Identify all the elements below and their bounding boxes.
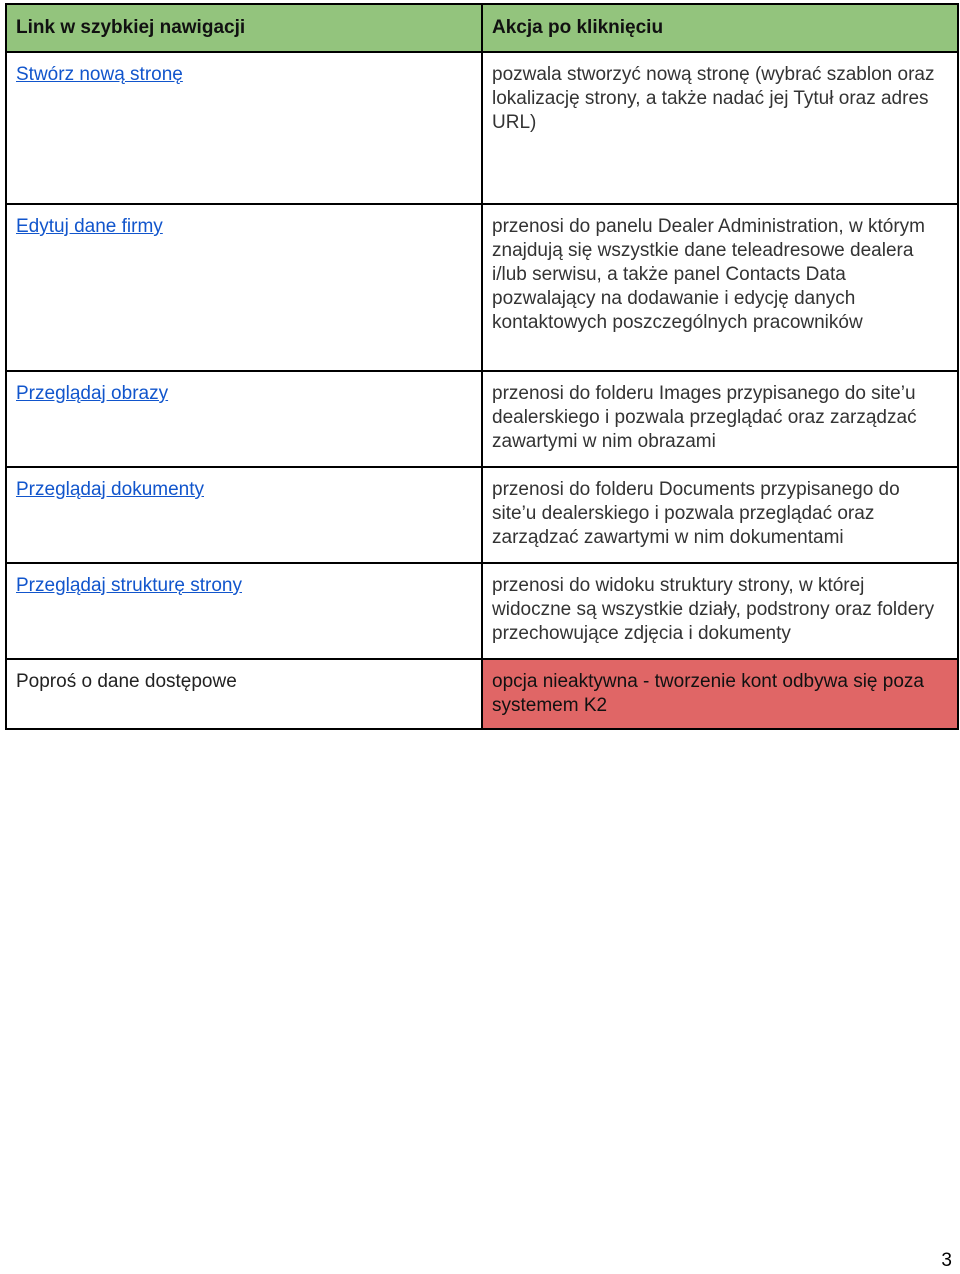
link-cell <box>6 204 482 371</box>
table-row <box>6 52 958 204</box>
inactive-option-cell: opcja nieaktywna - tworzenie kont odbywa się poza systemem K2 <box>482 659 958 729</box>
table-row <box>6 659 958 729</box>
browse-site-structure-link[interactable]: Przeglądaj strukturę strony <box>16 575 242 596</box>
table-header-row <box>6 4 958 52</box>
browse-documents-link[interactable]: Przeglądaj dokumenty <box>16 479 204 500</box>
action-cell: pozwala stworzyć nową stronę (wybrać szablon oraz lokalizację strony, a także nadać jej Tytuł oraz adres URL) <box>482 52 958 204</box>
table-row <box>6 563 958 659</box>
table-row <box>6 467 958 563</box>
page-number: 3 <box>941 1250 952 1271</box>
link-cell <box>6 371 482 467</box>
create-page-link[interactable]: Stwórz nową stronę <box>16 64 183 85</box>
link-cell <box>6 563 482 659</box>
table-row <box>6 371 958 467</box>
header-action: Akcja po kliknięciu <box>482 4 958 52</box>
edit-company-data-link[interactable]: Edytuj dane firmy <box>16 216 163 237</box>
action-cell: przenosi do folderu Documents przypisanego do site’u dealerskiego i pozwala przeglądać oraz zarządzać zawartymi w nim dokumentami <box>482 467 958 563</box>
link-cell <box>6 467 482 563</box>
table-row <box>6 204 958 371</box>
browse-images-link[interactable]: Przeglądaj obrazy <box>16 383 169 404</box>
request-access-data-label: Poproś o dane dostępowe <box>6 659 482 729</box>
link-cell <box>6 52 482 204</box>
action-cell: przenosi do folderu Images przypisanego do site’u dealerskiego i pozwala przeglądać oraz zarządzać zawartymi w nim obrazami <box>482 371 958 467</box>
action-cell: przenosi do panelu Dealer Administration, w którym znajdują się wszystkie dane teleadresowe dealera i/lub serwisu, a także panel Contacts Data pozwalający na dodawanie i edycję danych kontaktowych poszczególnych pracowników <box>482 204 958 371</box>
quick-nav-table <box>5 3 959 730</box>
header-link: Link w szybkiej nawigacji <box>6 4 482 52</box>
action-cell: przenosi do widoku struktury strony, w której widoczne są wszystkie działy, podstrony oraz foldery przechowujące zdjęcia i dokumenty <box>482 563 958 659</box>
